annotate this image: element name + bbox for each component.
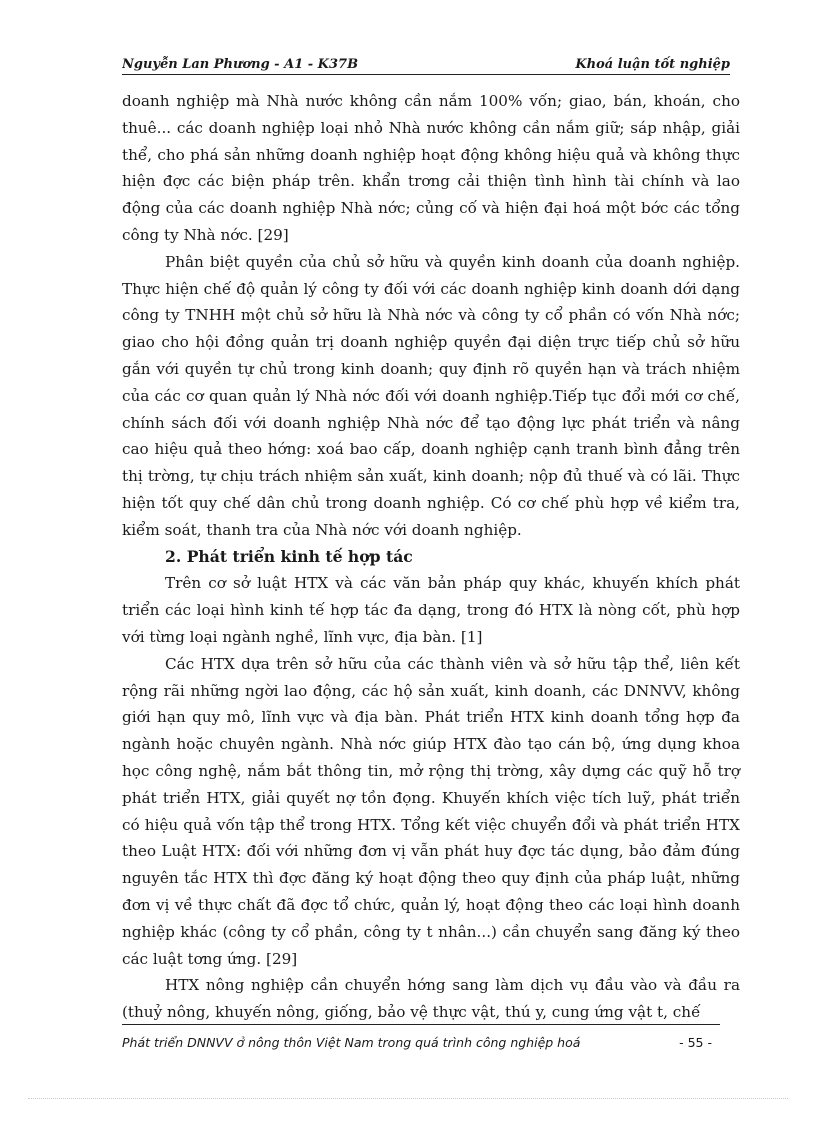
page-footer: [122, 1024, 720, 1065]
paragraph-3: Trên cơ sở luật HTX và các văn bản pháp quy khác, khuyến khích phát triển các loại hình kinh tế hợp tác đa dạng, trong đó HTX là nòng cốt, phù hợp với từng loại ngành nghề, lĩnh vực, địa bàn. [1]: [122, 574, 740, 646]
paragraph-1: doanh nghiệp mà Nhà nước không cần nắm 100% vốn; giao, bán, khoán, cho thuê... các doanh nghiệp loại nhỏ Nhà nước không cần nắm giữ; sáp nhập, giải thể, cho phá sản những doanh nghiệp hoạt động không hiệu quả và không thực hiện đợc các biện pháp trên. khẩn trơng cải thiện tình hình tài chính và lao động của các doanh nghiệp Nhà nớc; củng cố và hiện đại hoá một bớc các tổng công ty Nhà nớc. [29]: [122, 92, 740, 244]
paragraph-2: Phân biệt quyền của chủ sở hữu và quyền kinh doanh của doanh nghiệp. Thực hiện chế độ quản lý công ty đối với các doanh nghiệp kinh doanh dới dạng công ty TNHH một chủ sở hữu là Nhà nớc và công ty cổ phần có vốn Nhà nớc; giao cho hội đồng quản trị doanh nghiệp quyền đại diện trực tiếp chủ sở hữu gắn với quyền tự chủ trong kinh doanh; quy định rõ quyền hạn và trách nhiệm của các cơ quan quản lý Nhà nớc đối với doanh nghiệp.Tiếp tục đổi mới cơ chế, chính sách đối với doanh nghiệp Nhà nớc để tạo động lực phát triển và nâng cao hiệu quả theo hớng: xoá bao cấp, doanh nghiệp cạnh tranh bình đẳng trên thị trờng, tự chịu trách nhiệm sản xuất, kinh doanh; nộp đủ thuế và có lãi. Thực hiện tốt quy chế dân chủ trong doanh nghiệp. Có cơ chế phù hợp về kiểm tra, kiểm soát, thanh tra của Nhà nớc với doanh nghiệp.: [122, 252, 740, 539]
page-bottom-divider: [28, 1098, 788, 1099]
page-number: - 55 -: [679, 1035, 712, 1050]
page-body: [122, 88, 740, 1026]
page-header: [122, 52, 730, 75]
section-heading: 2. Phát triển kinh tế hợp tác: [165, 546, 413, 566]
paragraph-5: HTX nông nghiệp cần chuyển hớng sang làm dịch vụ đầu vào và đầu ra (thuỷ nông, khuyến nông, giống, bảo vệ thực vật, thú y, cung ứng vật t, chế: [122, 976, 740, 1022]
header-title: Khoá luận tốt nghiệp: [575, 57, 730, 72]
paragraph-4: Các HTX dựa trên sở hữu của các thành viên và sở hữu tập thể, liên kết rộng rãi những ngời lao động, các hộ sản xuất, kinh doanh, các DNNVV, không giới hạn quy mô, lĩnh vực và địa bàn. Phát triển HTX kinh doanh tổng hợp đa ngành hoặc chuyên ngành. Nhà nớc giúp HTX đào tạo cán bộ, ứng dụng khoa học công nghệ, nắm bắt thông tin, mở rộng thị trờng, xây dựng các quỹ hỗ trợ phát triển HTX, giải quyết nợ tồn đọng. Khuyến khích việc tích luỹ, phát triển có hiệu quả vốn tập thể trong HTX. Tổng kết việc chuyển đổi và phát triển HTX theo Luật HTX: đối với những đơn vị vẫn phát huy đợc tác dụng, bảo đảm đúng nguyên tắc HTX thì đợc đăng ký hoạt động theo quy định của pháp luật, những đơn vị về thực chất đã đợc tổ chức, quản lý, hoạt động theo các loại hình doanh nghiệp khác (công ty cổ phần, công ty t nhân...) cần chuyển sang đăng ký theo các luật tơng ứng. [29]: [122, 654, 740, 968]
header-author: Nguyễn Lan Phương - A1 - K37B: [122, 57, 359, 72]
footer-title: Phát triển DNNVV ở nông thôn Việt Nam trong quá trình công nghiệp hoá: [122, 1035, 581, 1050]
